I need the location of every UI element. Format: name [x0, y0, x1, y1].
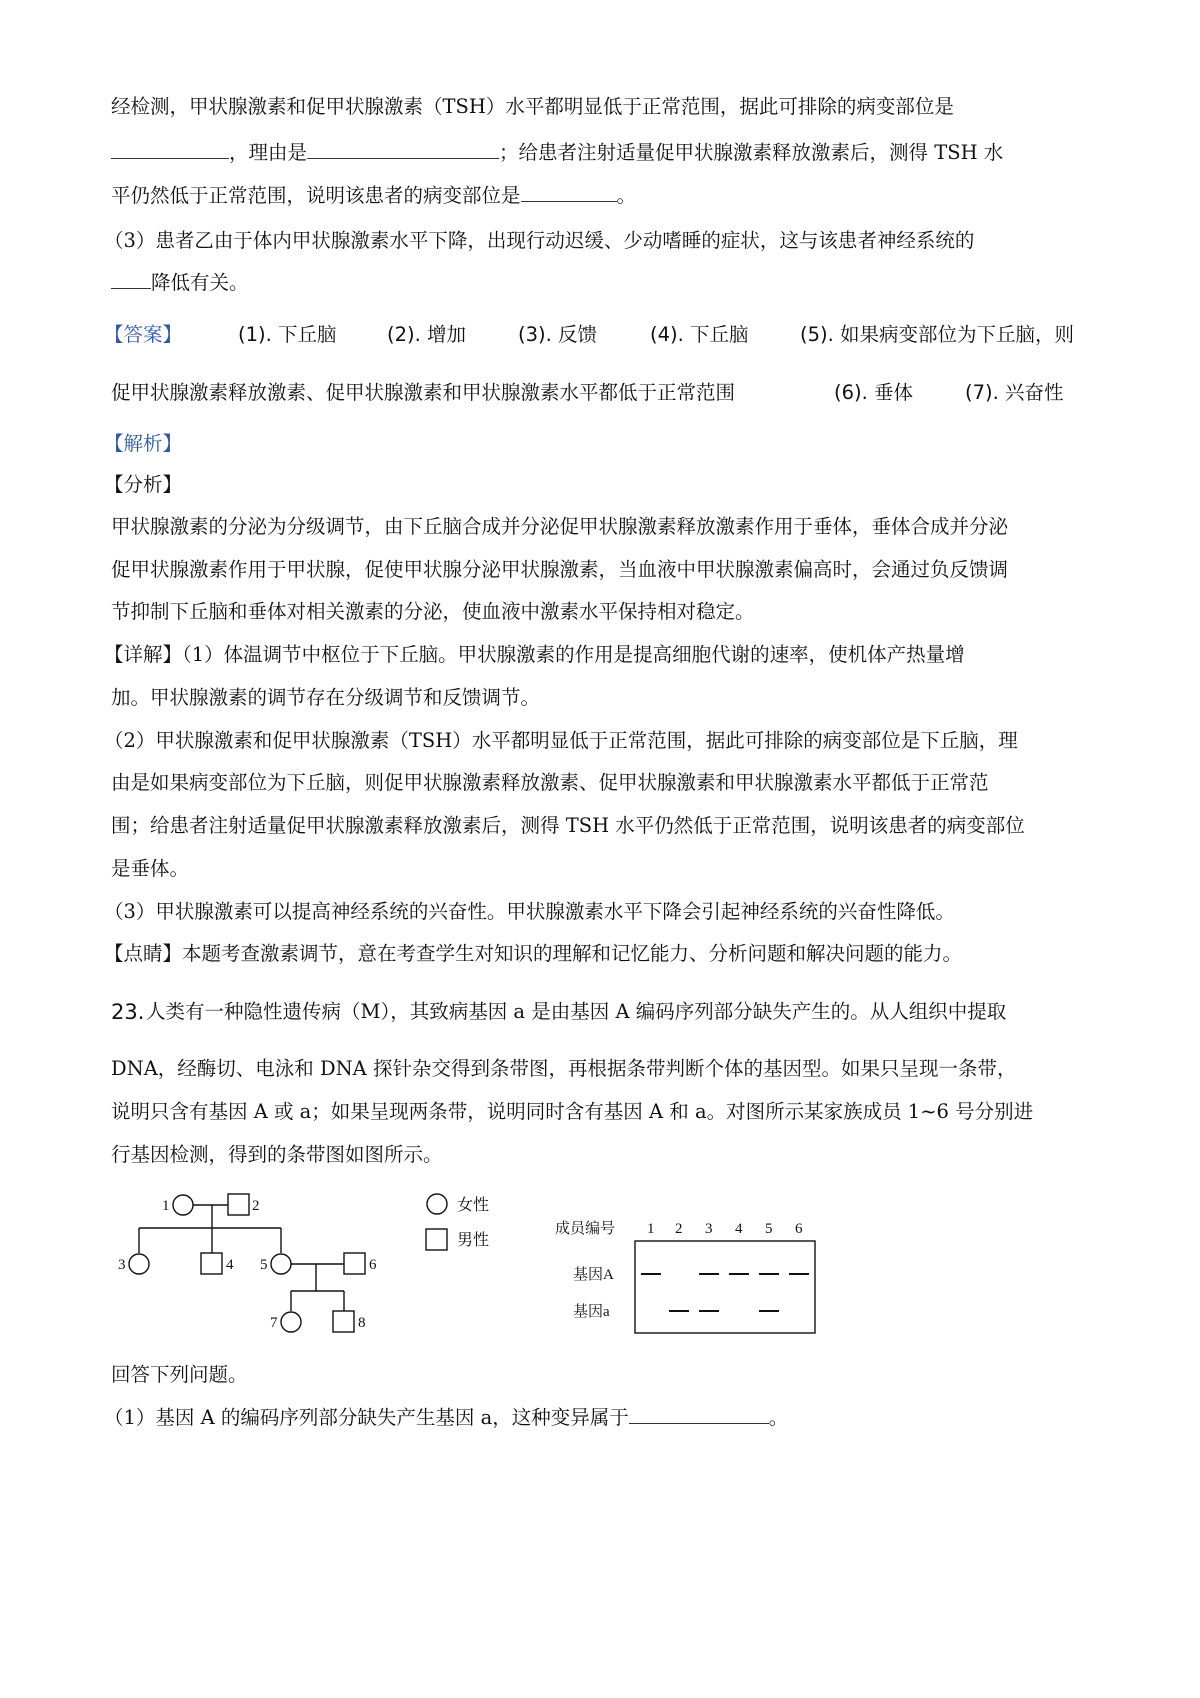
q22-part2-line2: ，理由是 ；给患者注射适量促甲状腺激素释放激素后，测得 TSH 水	[111, 138, 1003, 168]
pedigree-label-5: 5	[260, 1257, 268, 1273]
q23-line4: 行基因检测，得到的条带图如图所示。	[111, 1143, 443, 1166]
answer-blank[interactable]	[111, 270, 151, 289]
gel-lane-label-6: 6	[795, 1221, 803, 1237]
gel-header: 成员编号	[555, 1221, 616, 1237]
pedigree-male-2	[228, 1194, 249, 1215]
detail-line1: 【详解】（1）体温调节中枢位于下丘脑。甲状腺激素的作用是提高细胞代谢的速率，使机体产热量增	[104, 643, 965, 666]
answer-line2: 促甲状腺激素释放激素、促甲状腺激素和甲状腺激素水平都低于正常范围	[111, 381, 736, 404]
q23-line2: DNA，经酶切、电泳和 DNA 探针杂交得到条带图，再根据条带判断个体的基因型。如果只呈现一条带，	[111, 1057, 1017, 1080]
legend-male-label: 男性	[457, 1232, 490, 1249]
answer-blank[interactable]	[111, 140, 229, 159]
pedigree-female-5	[271, 1254, 291, 1274]
answer-item-1: (1). 下丘脑	[238, 323, 337, 346]
answer-item-6: (6). 垂体	[834, 381, 914, 404]
answer-label: 【答案】	[104, 323, 183, 346]
detail-line3: （2）甲状腺激素和促甲状腺激素（TSH）水平都明显低于正常范围，据此可排除的病变部位是下丘脑，理	[104, 729, 1018, 752]
q22-part2-line1: 经检测，甲状腺激素和促甲状腺激素（TSH）水平都明显低于正常范围，据此可排除的病变部位是	[111, 95, 954, 118]
answer-item-2: (2). 增加	[387, 323, 467, 346]
pedigree-female-1	[173, 1195, 193, 1215]
q23-line3: 说明只含有基因 A 或 a；如果呈现两条带，说明同时含有基因 A 和 a。对图所示某家族成员 1~6 号分别进	[111, 1100, 1034, 1123]
pedigree-male-4	[201, 1253, 222, 1274]
legend-male-symbol	[426, 1229, 447, 1250]
gel-lane-label-3: 3	[705, 1221, 713, 1237]
analysis-label: 【解析】	[104, 432, 183, 455]
pedigree-label-6: 6	[369, 1257, 377, 1273]
pedigree-label-3: 3	[118, 1257, 126, 1273]
gel-lane-label-5: 5	[765, 1221, 773, 1237]
answer-item-3: (3). 反馈	[518, 323, 598, 346]
answer-blank[interactable]	[307, 140, 499, 159]
q22-part3-line1: （3）患者乙由于体内甲状腺激素水平下降，出现行动迟缓、少动嗜睡的症状，这与该患者神经系统的	[104, 229, 975, 252]
answer-item-5: (5). 如果病变部位为下丘脑，则	[800, 323, 1075, 346]
pedigree-label-2: 2	[252, 1198, 260, 1214]
analysis-p1-line1: 甲状腺激素的分泌为分级调节，由下丘脑合成并分泌促甲状腺激素释放激素作用于垂体，垂体合成并分泌	[111, 515, 1009, 538]
gel-lane-label-4: 4	[735, 1221, 743, 1237]
q23-after-figure: 回答下列问题。	[111, 1363, 248, 1386]
detail-line6: 是垂体。	[111, 857, 190, 880]
pedigree-female-3	[129, 1254, 149, 1274]
q23-question1: （1）基因 A 的编码序列部分缺失产生基因 a，这种变异属于 。	[104, 1406, 789, 1429]
analysis-p1-line2: 促甲状腺激素作用于甲状腺，促使甲状腺分泌甲状腺激素，当血液中甲状腺激素偏高时，会通过负反馈调	[111, 558, 1009, 581]
q22-part3-line2: 降低有关。	[111, 268, 249, 298]
pedigree-label-1: 1	[162, 1198, 170, 1214]
analysis-p1-line3: 节抑制下丘脑和垂体对相关激素的分泌，使血液中激素水平保持相对稳定。	[111, 600, 755, 623]
detail-line4: 由是如果病变部位为下丘脑，则促甲状腺激素释放激素、促甲状腺激素和甲状腺激素水平都低于正常范	[111, 771, 989, 794]
gel-lane-label-1: 1	[647, 1221, 655, 1237]
legend-female-label: 女性	[457, 1197, 490, 1214]
gene-band-chart	[545, 1205, 835, 1385]
legend-female-symbol	[427, 1194, 447, 1214]
analysis-sub-label: 【分析】	[104, 473, 183, 496]
pedigree-female-7	[281, 1312, 301, 1332]
answer-blank[interactable]	[521, 183, 617, 202]
detail-line5: 围；给患者注射适量促甲状腺激素释放激素后，测得 TSH 水平仍然低于正常范围，说明该患者的病变部位	[111, 814, 1025, 837]
gel-frame	[635, 1241, 815, 1333]
gel-row-A-label: 基因A	[573, 1267, 614, 1283]
pedigree-label-4: 4	[226, 1257, 234, 1273]
pedigree-male-8	[333, 1311, 354, 1332]
pedigree-label-7: 7	[270, 1315, 278, 1331]
gel-row-a-label: 基因a	[573, 1304, 610, 1320]
answer-item-7: (7). 兴奋性	[965, 381, 1064, 404]
q23-line1: 人类有一种隐性遗传病（M），其致病基因 a 是由基因 A 编码序列部分缺失产生的。从人组织中提取	[146, 1000, 1007, 1023]
pedigree-male-6	[344, 1253, 365, 1274]
q23-number: 23.	[111, 1000, 145, 1024]
answer-blank[interactable]	[629, 1405, 769, 1424]
gel-lane-label-2: 2	[675, 1221, 683, 1237]
answer-item-4: (4). 下丘脑	[650, 323, 749, 346]
q22-part2-line3: 平仍然低于正常范围，说明该患者的病变部位是 。	[111, 184, 637, 207]
key-point-line: 【点睛】本题考查激素调节，意在考查学生对知识的理解和记忆能力、分析问题和解决问题的能力。	[104, 942, 963, 965]
pedigree-label-8: 8	[358, 1315, 366, 1331]
detail-line2: 加。甲状腺激素的调节存在分级调节和反馈调节。	[111, 686, 541, 709]
detail-line7: （3）甲状腺激素可以提高神经系统的兴奋性。甲状腺激素水平下降会引起神经系统的兴奋性降低。	[104, 900, 955, 923]
